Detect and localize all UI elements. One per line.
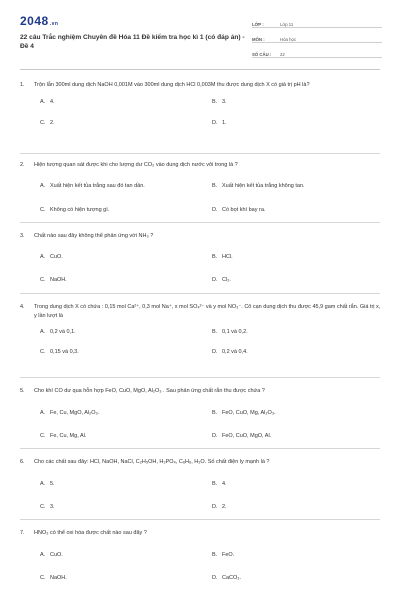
question-divider (20, 377, 380, 378)
question-3 (20, 232, 382, 283)
subject-value: Hóa học (280, 37, 297, 42)
option-b[interactable]: B. HCl. (212, 253, 233, 260)
option-a[interactable]: A. 5. (40, 480, 55, 487)
option-a[interactable]: A. Fe, Cu, MgO, Al₂O₃. (40, 409, 100, 416)
option-b[interactable]: B. 4. (212, 480, 227, 487)
class-label: LỚP : (252, 22, 264, 27)
question-divider (20, 222, 380, 223)
question-1 (20, 81, 382, 126)
subject-row (252, 29, 382, 43)
question-number: 6. (20, 459, 25, 465)
option-c[interactable]: C. Không có hiện tượng gì. (40, 206, 110, 213)
question-7 (20, 529, 382, 581)
option-a[interactable]: A. Xuất hiện kết tủa trắng sau đó tan dần. (40, 182, 145, 189)
option-d[interactable]: D. CaCO₃. (212, 574, 242, 581)
count-value: 22 (280, 52, 285, 57)
option-c[interactable]: C. NaOH. (40, 276, 67, 283)
option-d[interactable]: D. Cl₂. (212, 276, 231, 283)
question-text: 6. Cho các chất sau đây: HCl, NaOH, NaCl, C₂H₅OH, H₃PO₄, C₆H₆, H₂O. Số chất điện ly mạnh là ? (20, 459, 270, 465)
question-5 (20, 387, 382, 439)
question-number: 7. (20, 530, 25, 536)
option-c[interactable]: C. 3. (40, 503, 55, 510)
option-d[interactable]: D. 0,2 và 0,4. (212, 349, 248, 355)
question-number: 4. (20, 304, 25, 310)
class-value: Lớp 11 (280, 22, 294, 27)
option-c[interactable]: C. 2. (40, 119, 55, 126)
option-c[interactable]: C. NaOH. (40, 574, 67, 581)
option-a[interactable]: A. 4. (40, 98, 55, 105)
question-number: 5. (20, 388, 25, 394)
question-divider (20, 293, 380, 294)
option-d[interactable]: D. FeO, CuO, MgO, Al. (212, 432, 272, 439)
question-divider (20, 448, 380, 449)
option-d[interactable]: D. 2. (212, 503, 227, 510)
question-number: 1. (20, 82, 25, 88)
question-6 (20, 458, 382, 510)
question-divider (20, 153, 380, 154)
question-4 (20, 303, 382, 355)
question-text: 3. Chất nào sau đây không thể phản ứng với NH₃ ? (20, 233, 154, 239)
option-c[interactable]: C. 0,15 và 0,3. (40, 349, 79, 355)
option-a[interactable]: A. CuO. (40, 253, 63, 260)
option-d[interactable]: D. Có bọt khí bay ra. (212, 206, 266, 213)
option-b[interactable]: B. Xuất hiện kết tủa trắng không tan. (212, 182, 305, 189)
question-number: 2. (20, 162, 25, 168)
question-text: 5. Cho khí CO dư qua hỗn hợp FeO, CuO, MgO, Al₂O₃ . Sau phản ứng chất rắn thu được chứa ? (20, 388, 265, 394)
option-b[interactable]: B. FeO. (212, 551, 235, 558)
question-number: 3. (20, 233, 25, 239)
option-d[interactable]: D. 1. (212, 119, 227, 126)
option-b[interactable]: B. 3. (212, 98, 227, 105)
question-text: 2. Hiện tượng quan sát được khi cho lượng dư CO₂ vào dung dịch nước vôi trong là ? (20, 162, 238, 168)
question-text: 4. Trong dung dịch X có chứa : 0,15 mol Ca²⁺, 0,3 mol Na⁺, x mol SO₄²⁻ và y mol NO₃⁻. Cô cạn dung dịch thu được 45,9 gam chất rắn. Giá trị x, y lần lượt là (20, 304, 381, 319)
class-row (252, 14, 382, 28)
page-title: 22 câu Trắc nghiệm Chuyên đề Hóa 11 Đề kiểm tra học kì 1 (có đáp án) - Đề 4 (20, 34, 245, 50)
question-text: 7. HNO₃ có thể oxi hóa được chất nào sau đây ? (20, 530, 147, 536)
question-divider (20, 519, 380, 520)
option-a[interactable]: A. 0,2 và 0,1. (40, 329, 76, 335)
option-b[interactable]: B. 0,1 và 0,2. (212, 329, 248, 335)
option-b[interactable]: B. FeO, CuO, Mg, Al₂O₃. (212, 409, 276, 416)
option-c[interactable]: C. Fe, Cu, Mg, Al. (40, 432, 87, 439)
option-a[interactable]: A. CuO. (40, 551, 63, 558)
question-2 (20, 161, 382, 213)
question-text: 1. Trộn lẫn 300ml dung dịch NaOH 0,001M vào 300ml dung dịch HCl 0,003M thu được dung dịch X có giá trị pH là? (20, 82, 310, 88)
count-label: SỐ CÂU : (252, 52, 272, 57)
count-row (252, 44, 382, 58)
meta-panel (252, 14, 382, 59)
site-logo[interactable]: 2048.vn (20, 14, 59, 28)
header-divider (20, 69, 380, 70)
subject-label: MÔN : (252, 37, 265, 42)
